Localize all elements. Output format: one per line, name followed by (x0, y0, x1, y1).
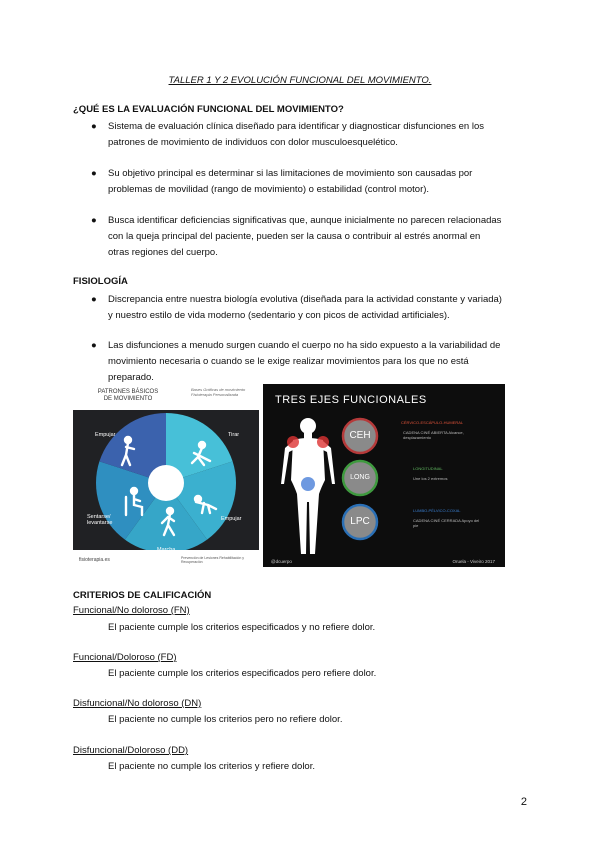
list-item-line: patrones de movimiento de individuos con dolor musculoesquelético. (108, 137, 398, 148)
functional-axes-image (263, 384, 505, 567)
axis-description-head: CÉRVICO-ESCÁPULO-HUMERAL (401, 420, 464, 425)
image-credit: Oruela - Viveiro 2017 (452, 559, 495, 564)
criterion-description: El paciente no cumple los criterios pero no refiere dolor. (108, 714, 343, 725)
list-item-line: con la queja principal del paciente, pueden ser la causa o contribuir al estrés anormal en (108, 231, 481, 242)
criterion-term: Funcional/Doloroso (FD) (73, 652, 177, 663)
list-item-line: movimiento necesaria o cuando se le exige realizar movimientos para los que no está (108, 356, 469, 367)
footer-brand: fisioterapia.es (79, 557, 110, 563)
criterion-description: El paciente cumple los criterios especificados pero refiere dolor. (108, 668, 377, 679)
segment-label: Tirar (228, 432, 240, 438)
page-number: 2 (520, 796, 527, 808)
image-footer (73, 550, 259, 567)
list-item-line: Sistema de evaluación clínica diseñado para identificar y diagnosticar disfunciones en los (108, 121, 484, 132)
footer-small: Prevención de Lesiones Rehabilitación y Recuperación (181, 556, 245, 564)
axis-description-body: CADENA CINÉ CERRADA Apoyo del pie (413, 518, 480, 528)
criterion-term: Funcional/No doloroso (FN) (73, 605, 190, 616)
list-item-line: y nuestro estilo de vida moderno (sedentario y con picos de actividad artificiales). (108, 310, 450, 321)
movement-wheel (73, 384, 259, 567)
list-item-line: otras regiones del cuerpo. (108, 247, 218, 258)
section-heading-fisiologia: FISIOLOGÍA (73, 276, 128, 287)
axis-description-body: Une los 2 extremos (413, 476, 448, 481)
bullet-icon: ● (91, 168, 97, 179)
list-item-line: problemas de movilidad (rango de movimiento) o estabilidad (control motor). (108, 184, 430, 195)
movement-patterns-image (73, 384, 259, 567)
bullet-icon: ● (91, 294, 97, 305)
bullet-icon: ● (91, 215, 97, 226)
image-title: TRES EJES FUNCIONALES (275, 394, 427, 406)
shoulder-highlight (317, 436, 329, 448)
list-item-line: preparado. (108, 372, 154, 383)
criterion-description: El paciente no cumple los criterios y refiere dolor. (108, 761, 315, 772)
axis-description-head: LONGITUDINAL (413, 466, 443, 471)
segment-label: Empujar (95, 432, 116, 438)
shoulder-highlight (287, 436, 299, 448)
axis-label-lpc: LPC (350, 516, 370, 527)
list-item-line: Las disfunciones a menudo surgen cuando el cuerpo no ha sido expuesto a la variabilidad de (108, 340, 501, 351)
image-caption: PATRONES BÁSICOS DE MOVIMIENTO (97, 389, 159, 402)
segment-label: Empujar (221, 516, 242, 522)
axis-label-long: LONG (350, 474, 370, 481)
section-heading-evaluacion: ¿QUÉ ES LA EVALUACIÓN FUNCIONAL DEL MOVIMIENTO? (73, 104, 344, 115)
list-item-line: Busca identificar deficiencias significativas que, aunque inicialmente no parecen relacionadas (108, 215, 502, 226)
axis-description-head: LUMBO-PÉLVICO-COXAL (413, 508, 461, 513)
bullet-icon: ● (91, 121, 97, 132)
image-caption-small: Bases Gráficas de movimiento Fisioterapia Personalizada (191, 387, 246, 397)
list-item-line: Su objetivo principal es determinar si las limitaciones de movimiento son causadas por (108, 168, 473, 179)
axis-description-body: CADENA CINÉ ABIERTA Alcance, desplazamiento (403, 430, 464, 440)
image-credit: @dcuerpo (271, 559, 292, 564)
wheel-center (148, 465, 184, 501)
hip-highlight (301, 477, 315, 491)
axis-label-ceh: CEH (349, 430, 371, 441)
criterion-description: El paciente cumple los criterios especificados y no refiere dolor. (108, 622, 376, 633)
bullet-icon: ● (91, 340, 97, 351)
segment-label: Sentarse/ levantarse (87, 514, 113, 526)
list-item-line: Discrepancia entre nuestra biología evolutiva (diseñada para la actividad constante y variada) (108, 294, 502, 305)
criterion-term: Disfuncional/No doloroso (DN) (73, 698, 202, 709)
document-title: TALLER 1 Y 2 EVOLUCIÓN FUNCIONAL DEL MOVIMIENTO. (168, 75, 432, 86)
section-heading-criterios: CRITERIOS DE CALIFICACIÓN (73, 590, 212, 601)
criterion-term: Disfuncional/Doloroso (DD) (73, 745, 189, 756)
